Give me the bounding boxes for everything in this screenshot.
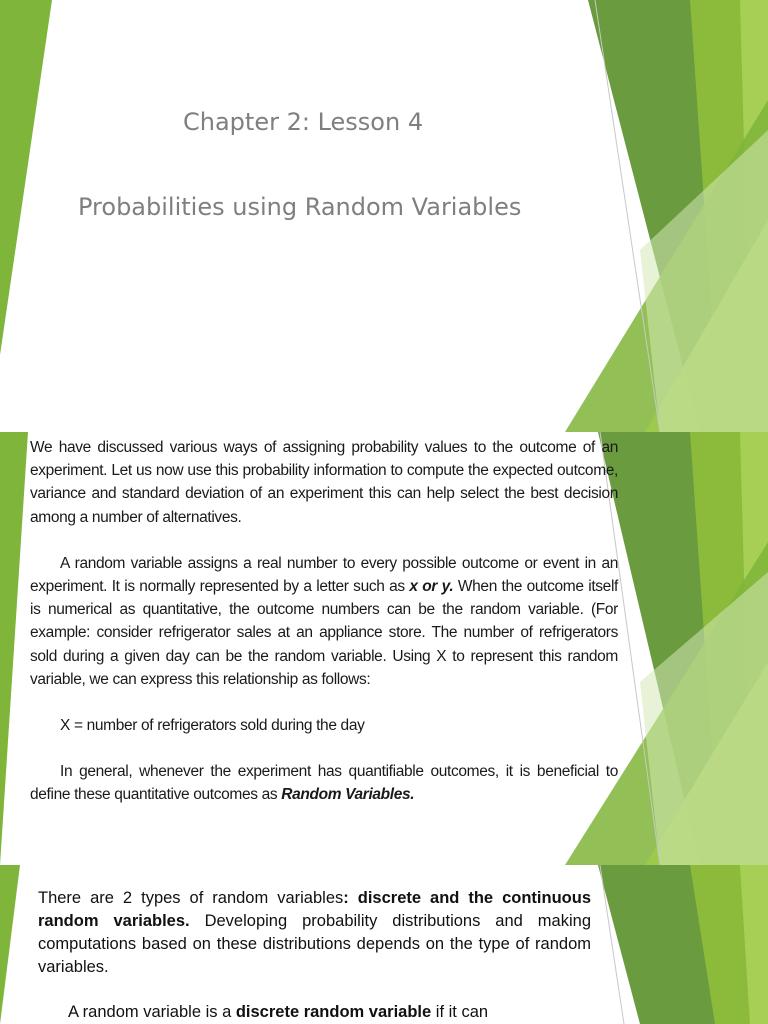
slide-body-text: [30, 436, 618, 807]
definition-paragraph: [30, 552, 618, 691]
conclusion-paragraph: [30, 760, 618, 806]
types-text-cont: Developing probability distributions and making computations based on these distributions depends on the type of random variables.: [38, 912, 592, 976]
types-paragraph: [38, 887, 591, 979]
content-slide-types: [0, 865, 768, 1024]
intro-paragraph: We have discussed various ways of assigning probability values to the outcome of an experiment. Let us now use this probability information to compute the expected outcome, variance and standard deviation of an experiment this can help select the best decision among a number of alternatives.: [30, 439, 618, 526]
types-text: There are 2 types of random variables: [38, 889, 344, 907]
title-slide: [0, 0, 768, 432]
random-variables-term: Random Variables.: [281, 786, 415, 804]
chapter-title: Chapter 2: Lesson 4: [183, 108, 424, 136]
types-bold: : discrete and the continuous random variables.: [38, 889, 592, 930]
variable-letters: x or y.: [409, 578, 454, 596]
definition-text: A random variable assigns a real number to every possible outcome or event in an experiment. It is normally represented by a letter such as: [30, 554, 618, 596]
slide-body-text: [38, 887, 591, 1024]
lesson-title: Probabilities using Random Variables: [78, 193, 522, 221]
content-slide-random-variables: [0, 432, 768, 865]
conclusion-text: In general, whenever the experiment has quantifiable outcomes, it is beneficial to define these quantitative outcomes as: [30, 763, 618, 804]
discrete-paragraph: [38, 1001, 591, 1024]
discrete-text-cont: if it can: [431, 1003, 489, 1021]
example-equation: X = number of refrigerators sold during the day: [60, 717, 365, 735]
discrete-text: A random variable is a: [68, 1003, 236, 1021]
definition-text-cont: When the outcome itself is numerical as quantitative, the outcome numbers can be the random variable. (For example: consider refrigerator sales at an appliance store. The number of refrigerators sold during a given day can be the random variable. Using X to represent this random variable, we can express this relationship as follows:: [30, 578, 618, 688]
discrete-term: discrete random variable: [235, 1003, 432, 1021]
